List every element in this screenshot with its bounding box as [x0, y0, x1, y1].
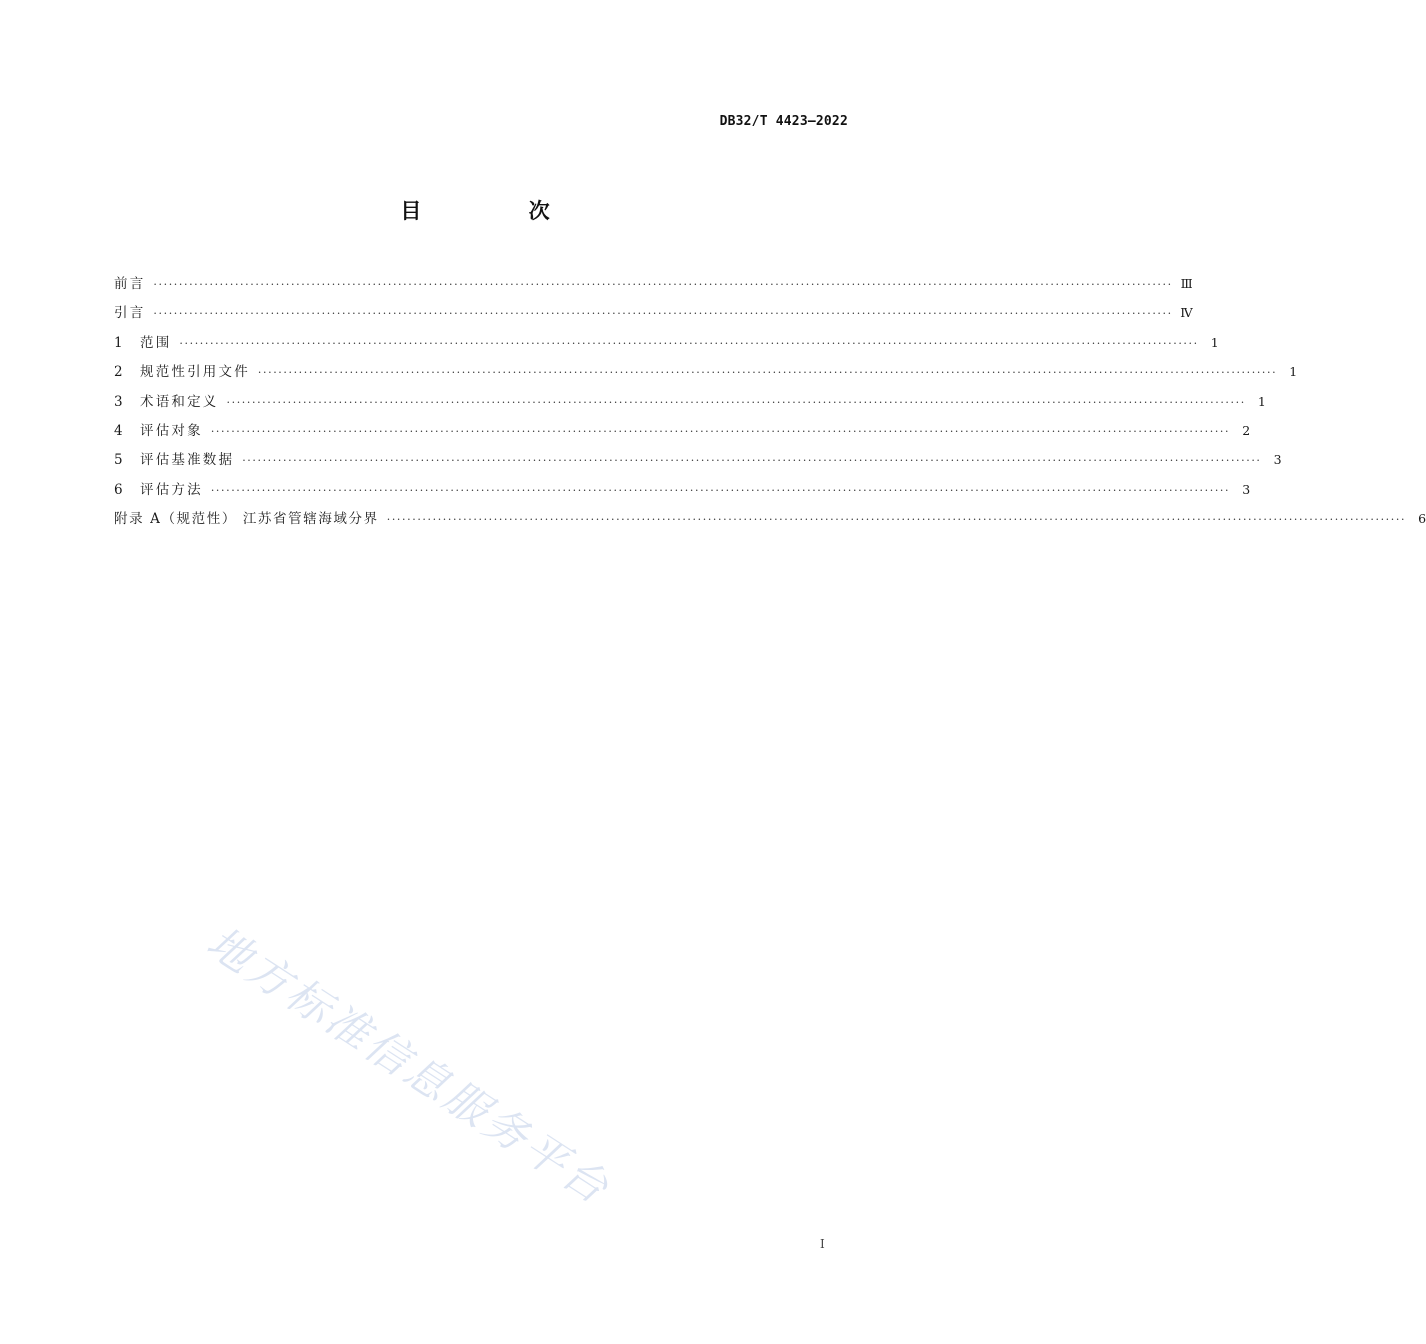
toc-entry-page: 6 [1418, 511, 1426, 527]
toc-entry-label: 引言 [114, 305, 146, 322]
toc-dot-leader: ········································································································································································································ [242, 454, 1262, 468]
toc-entry-page: 1 [1289, 364, 1298, 380]
page-number: I [820, 1237, 825, 1251]
toc-entry-page: Ⅲ [1180, 276, 1193, 291]
toc-entry-page: 1 [1257, 393, 1266, 409]
toc-entry-introduction[interactable] [114, 303, 1193, 332]
toc-dot-leader: ········································································································································································································ [257, 366, 1278, 380]
toc-entry-number: 2 [114, 364, 123, 381]
toc-entry-page: 2 [1242, 422, 1251, 438]
toc-dot-leader: ········································································································································································································ [153, 307, 1173, 321]
toc-entry-label: 评估基准数据 [140, 452, 235, 469]
toc-entry-terms-definitions[interactable] [114, 392, 1266, 421]
toc-entry-label: 评估对象 [140, 422, 203, 439]
toc-entry-label: 规范性引用文件 [140, 364, 250, 381]
toc-dot-leader: ········································································································································································································ [226, 395, 1246, 409]
toc-entry-page: 1 [1210, 334, 1219, 350]
page-title: 目 次 [400, 199, 600, 223]
toc-entry-assessment-object[interactable] [114, 421, 1251, 450]
toc-entry-page: 3 [1242, 481, 1251, 497]
toc-entry-page: 3 [1273, 452, 1282, 468]
toc-entry-scope[interactable] [114, 333, 1219, 362]
toc-dot-leader: ········································································································································································································ [386, 513, 1407, 527]
toc-entry-normative-references[interactable] [114, 362, 1298, 391]
toc-dot-leader: ········································································································································································································ [153, 278, 1173, 291]
toc-entry-number: 1 [114, 334, 123, 351]
toc-entry-number: 4 [114, 422, 123, 439]
toc-dot-leader: ········································································································································································································ [179, 336, 1199, 350]
toc-entry-number: 5 [114, 452, 123, 469]
toc-entry-baseline-data[interactable] [114, 450, 1282, 479]
toc-entry-label: 评估方法 [140, 481, 203, 498]
toc-entry-page: Ⅳ [1180, 305, 1193, 321]
table-of-contents [114, 274, 1426, 539]
toc-entry-number: 6 [114, 481, 123, 498]
toc-entry-assessment-method[interactable] [114, 480, 1251, 509]
toc-entry-annex-a[interactable] [114, 509, 1426, 538]
toc-entry-label: 术语和定义 [140, 393, 219, 410]
toc-dot-leader: ········································································································································································································ [210, 483, 1231, 497]
toc-entry-foreword[interactable] [114, 274, 1193, 303]
toc-entry-number: 3 [114, 393, 123, 410]
toc-dot-leader: ········································································································································································································ [210, 424, 1231, 438]
document-code: DB32/T 4423—2022 [719, 114, 848, 129]
watermark: 地方标准信息服务平台 [197, 917, 620, 1216]
toc-entry-label: 范围 [140, 334, 172, 351]
toc-entry-label: 附录 A（规范性） 江苏省管辖海域分界 [114, 511, 379, 528]
toc-entry-label: 前言 [114, 276, 146, 292]
